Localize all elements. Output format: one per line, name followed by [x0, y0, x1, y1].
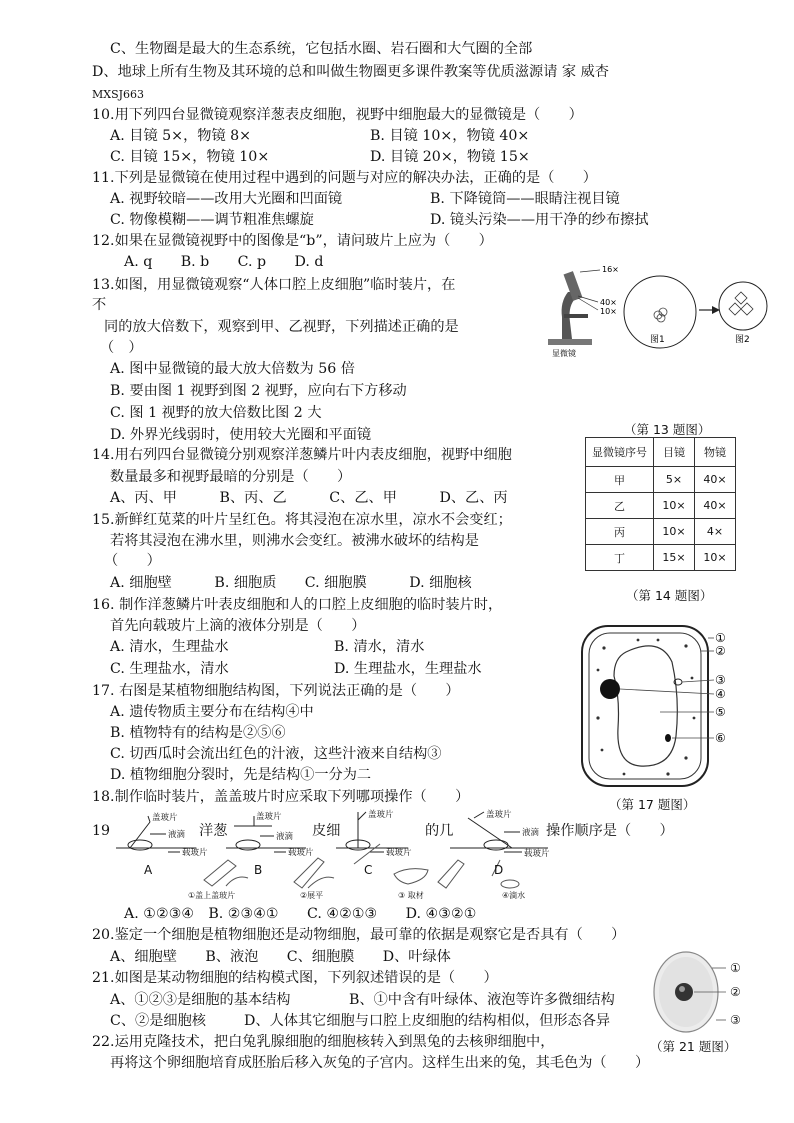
fig2-label: 图2: [735, 335, 750, 345]
q19-stem-part-3: 皮细: [312, 823, 341, 839]
label-3: ③: [730, 1013, 741, 1027]
q12-stem: 12.如果在显微镜视野中的图像是“b”，请问玻片上应为（ ）: [92, 233, 493, 249]
q16-option-c: C. 生理盐水，清水: [110, 661, 229, 677]
q9-option-d: D、地球上所有生物及其环境的总和叫做生物圈更多课件教案等优质滋源请 家 威杏: [92, 64, 609, 80]
table-header-no: 显微镜序号: [586, 438, 654, 467]
table-row: [586, 545, 736, 571]
d-cover-label: 盖玻片: [486, 810, 512, 820]
q19-stem-part-2: 洋葱: [199, 823, 228, 839]
eyepiece-label: 16×: [602, 265, 619, 274]
table-cell: 丙: [586, 519, 654, 545]
q14-caption: （第 14 题图）: [626, 588, 713, 603]
q22-stem-1: 22.运用克隆技术，把白兔乳腺细胞的细胞核转入到黑兔的去核卵细胞中，: [92, 1034, 555, 1050]
q21-stem: 21.如图是某动物细胞的结构模式图，下列叙述错误的是（ ）: [92, 970, 498, 986]
view-1: [624, 276, 696, 348]
table-cell: 丁: [586, 545, 654, 571]
q13-stem-4: （ ）: [100, 340, 143, 356]
q10-option-a: A. 目镜 5×，物镜 8×: [110, 128, 252, 144]
procedure-sketches: [204, 844, 519, 888]
table-cell: 甲: [586, 467, 654, 493]
q12-options: A. q B. b C. p D. d: [124, 254, 324, 270]
table-cell: 乙: [586, 493, 654, 519]
q16-option-b: B. 清水，清水: [334, 639, 425, 655]
microscope-illustration: [548, 265, 619, 358]
q13-option-b: B. 要由图 1 视野到图 2 视野，应向右下方移动: [110, 383, 407, 399]
q20-options: A、细胞壁 B、液泡 C、细胞膜 D、叶绿体: [110, 949, 451, 965]
table-header-eyepiece: 目镜: [654, 438, 695, 467]
option-a-letter: A: [144, 863, 153, 877]
objective-label-1: 40×: [600, 298, 617, 307]
q17-option-b: B. 植物特有的结构是②⑤⑥: [110, 725, 286, 741]
label-2: ②: [715, 644, 726, 658]
label-4: ④: [715, 687, 726, 701]
q13-figure: [540, 262, 770, 362]
label-1: ①: [730, 961, 741, 975]
option-b-letter: B: [254, 863, 263, 877]
label-3: ③: [715, 673, 726, 687]
organelle: [665, 734, 671, 742]
label-1: ①: [715, 631, 726, 645]
q17-stem: 17. 右图是某植物细胞结构图，下列说法正确的是（ ）: [92, 683, 460, 699]
cytoplasm-particles: [596, 639, 695, 776]
q15-options: A. 细胞壁 B. 细胞质 C. 细胞膜 D. 细胞核: [110, 575, 472, 591]
nucleolus: [679, 986, 685, 992]
b-drop-label: 液滴: [276, 832, 294, 842]
q15-stem-3: （ ）: [104, 553, 161, 569]
q9-option-d-cont: MXSJ663: [92, 88, 145, 101]
q13-stem-2: 不: [92, 297, 107, 313]
q19-options: A. ①②③④ B. ②③④① C. ④②①③ D. ④③②①: [124, 906, 477, 922]
cell-wall: [582, 626, 708, 786]
q19-stem-part-4: 的几: [425, 823, 454, 839]
q20-stem: 20.鉴定一个细胞是植物细胞还是动物细胞，最可靠的依据是观察它是否具有（ ）: [92, 927, 626, 943]
table-cell: 10×: [654, 493, 695, 519]
q15-stem-2: 若将其浸泡在沸水里，则沸水会变红。被沸水破坏的结构是: [110, 533, 479, 549]
table-cell: 5×: [654, 467, 695, 493]
q14-stem-1: 14.用右列四台显微镜分别观察洋葱鳞片叶内表皮细胞，视野中细胞: [92, 447, 512, 463]
nucleus: [600, 679, 620, 699]
c-slide-label: 载玻片: [386, 848, 412, 858]
q21-option-d: D、人体其它细胞与口腔上皮细胞的结构相似，但形态各异: [244, 1013, 611, 1029]
step-2-label: ②展平: [300, 891, 324, 900]
q13-stem-1: 13.如图，用显微镜观察“人体口腔上皮细胞”临时装片，在: [92, 277, 456, 293]
table-cell: 40×: [695, 467, 736, 493]
q17-caption: （第 17 题图）: [609, 797, 696, 812]
q11-stem: 11.下列是显微镜在使用过程中遇到的问题与对应的解决办法，正确的是（ ）: [92, 170, 597, 186]
step-4-label: ④滴水: [502, 891, 526, 900]
q11-option-a: A. 视野较暗——改用大光圈和凹面镜: [110, 191, 343, 207]
q17-option-c: C. 切西瓜时会流出红色的汁液，这些汁液来自结构③: [110, 746, 442, 762]
q17-option-d: D. 植物细胞分裂时，先是结构①一分为二: [110, 767, 372, 783]
q13-caption: （第 13 题图）: [624, 422, 711, 437]
table-cell: 15×: [654, 545, 695, 571]
table-cell: 4×: [695, 519, 736, 545]
q14-microscope-table: [585, 437, 736, 571]
q22-stem-2: 再将这个卵细胞培育成胚胎后移入灰兔的子宫内。这样生出来的兔，其毛色为（ ）: [110, 1055, 650, 1071]
table-row: [586, 467, 736, 493]
objective-label-2: 10×: [600, 307, 617, 316]
q9-option-c: C、生物圈是最大的生态系统，它包括水圈、岩石圈和大气圈的全部: [110, 41, 533, 57]
q21-option-b: B、①中含有叶绿体、液泡等许多微细结构: [349, 992, 615, 1008]
q11-option-c: C. 物像模糊——调节粗准焦螺旋: [110, 212, 314, 228]
q13-option-a: A. 图中显微镜的最大放大倍数为 56 倍: [110, 361, 355, 377]
table-row: [586, 519, 736, 545]
label-5: ⑤: [715, 705, 726, 719]
cell-membrane: [589, 633, 701, 779]
table-row: [586, 493, 736, 519]
q21-option-c: C、②是细胞核: [110, 1013, 206, 1029]
q16-option-d: D. 生理盐水，生理盐水: [334, 661, 482, 677]
label-2: ②: [730, 985, 741, 999]
q21-option-a: A、①②③是细胞的基本结构: [110, 992, 291, 1008]
q16-stem-2: 首先向载玻片上滴的液体分别是（ ）: [110, 618, 366, 634]
q14-stem-2: 数量最多和视野最暗的分别是（ ）: [110, 469, 352, 485]
vacuole: [614, 646, 677, 766]
step-3-label: ③ 取材: [398, 891, 424, 900]
table-header-objective: 物镜: [695, 438, 736, 467]
fig1-label: 图1: [650, 335, 665, 345]
step-1-label: ①盖上盖玻片: [188, 891, 236, 900]
d-slide-label: 载玻片: [524, 849, 550, 859]
q13-option-c: C. 图 1 视野的放大倍数比图 2 大: [110, 405, 322, 421]
q13-stem-3: 同的放大倍数下，观察到甲、乙视野，下列描述正确的是: [104, 319, 459, 335]
table-cell: 10×: [695, 545, 736, 571]
d-drop-label: 液滴: [522, 828, 540, 838]
c-cover-label: 盖玻片: [368, 810, 394, 820]
coverslip-and-procedure-figure: [108, 808, 568, 900]
a-slide-label: 载玻片: [182, 848, 208, 858]
q10-option-b: B. 目镜 10×，物镜 40×: [370, 128, 530, 144]
q21-caption: （第 21 题图）: [650, 1039, 737, 1054]
view-2: [719, 282, 767, 345]
label-6: ⑥: [715, 731, 726, 745]
plant-cell-figure: [568, 618, 758, 793]
b-slide-label: 载玻片: [288, 848, 314, 858]
table-cell: 10×: [654, 519, 695, 545]
q16-stem-1: 16. 制作洋葱鳞片叶表皮细胞和人的口腔上皮细胞的临时装片时，: [92, 597, 503, 613]
option-c-letter: C: [364, 863, 373, 877]
q10-option-d: D. 目镜 20×，物镜 15×: [370, 149, 530, 165]
table-cell: 40×: [695, 493, 736, 519]
q17-option-a: A. 遗传物质主要分布在结构④中: [110, 704, 314, 720]
animal-cell-figure: [650, 944, 780, 1039]
q16-option-a: A. 清水，生理盐水: [110, 639, 229, 655]
b-cover-label: 盖玻片: [256, 812, 282, 822]
q13-option-d: D. 外界光线弱时，使用较大光圈和平面镜: [110, 427, 372, 443]
microscope-label: 显微镜: [552, 349, 576, 358]
q19-stem-number: 19: [92, 823, 111, 839]
q11-option-d: D. 镜头污染——用干净的纱布擦拭: [430, 212, 649, 228]
q10-option-c: C. 目镜 15×，物镜 10×: [110, 149, 270, 165]
a-cover-label: 盖玻片: [152, 813, 178, 823]
a-drop-label: 液滴: [168, 830, 186, 840]
q18-stem: 18.制作临时装片，盖盖玻片时应采取下列哪项操作（ ）: [92, 789, 470, 805]
q15-stem-1: 15.新鲜红苋菜的叶片呈红色。将其浸泡在凉水里，凉水不会变红；: [92, 512, 512, 528]
nucleus: [675, 983, 693, 1001]
q11-option-b: B. 下降镜筒——眼睛注视目镜: [430, 191, 620, 207]
q10-stem: 10.用下列四台显微镜观察洋葱表皮细胞，视野中细胞最大的显微镜是（ ）: [92, 107, 583, 123]
q19-stem-part-5: 操作顺序是（ ）: [546, 823, 674, 839]
option-d-letter: D: [494, 863, 504, 877]
q14-options: A、丙、甲 B、丙、乙 C、乙、甲 D、乙、丙: [110, 490, 508, 506]
